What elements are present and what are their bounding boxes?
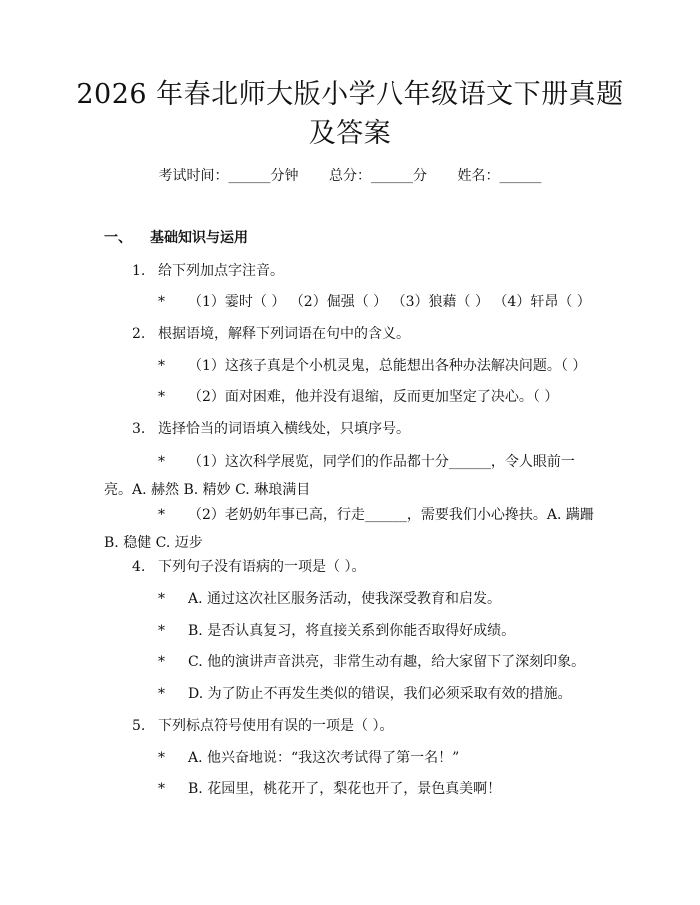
item-text: （2）老奶奶年事已高，行走______，需要我们小心搀扶。A. 蹒跚 B. 稳健 C. 迈步 — [104, 507, 594, 551]
question-number: 4. — [132, 559, 146, 575]
item-text: （1）霎时（ ） （2）倔强（ ） （3）狼藉（ ） （4）轩昂（ ） — [188, 294, 591, 310]
item-text: A. 他兴奋地说：“我这次考试得了第一名！” — [188, 750, 460, 766]
question-text: 根据语境，解释下列词语在句中的含义。 — [158, 326, 410, 342]
question-4-option-b — [158, 621, 515, 641]
question-2 — [132, 324, 410, 344]
item-text: （1）这次科学展览，同学们的作品都十分______，令人眼前一亮。A. 赫然 B. 精妙 C. 琳琅满目 — [104, 454, 575, 498]
question-4-option-d — [158, 684, 572, 704]
question-number: 5. — [132, 718, 146, 734]
bullet-marker: * — [158, 654, 165, 670]
question-5 — [132, 716, 393, 736]
question-4-option-c — [158, 652, 585, 672]
question-text: 下列句子没有语病的一项是（ ）。 — [158, 559, 366, 575]
item-text: （2）面对困难，他并没有退缩，反而更加坚定了决心。（ ） — [188, 389, 559, 405]
question-text: 选择恰当的词语填入横线处，只填序号。 — [158, 421, 410, 437]
item-text: C. 他的演讲声音洪亮，非常生动有趣，给大家留下了深刻印象。 — [188, 654, 586, 670]
exam-meta-row — [0, 166, 700, 186]
document-title-line1: 2026 年春北师大版小学八年级语文下册真题 — [76, 79, 624, 110]
bullet-marker: * — [158, 358, 165, 374]
section-heading — [104, 228, 248, 248]
bullet-marker: * — [158, 686, 165, 702]
item-text: （1）这孩子真是个小机灵鬼，总能想出各种办法解决问题。（ ） — [188, 358, 587, 374]
document-title-line2: 及答案 — [308, 118, 392, 149]
question-4-option-a — [158, 589, 501, 609]
bullet-marker: * — [158, 750, 165, 766]
item-text: B. 花园里，桃花开了，梨花也开了，景色真美啊！ — [188, 781, 502, 797]
question-5-option-a — [158, 748, 459, 768]
bullet-marker: * — [158, 623, 165, 639]
item-text: A. 通过这次社区服务活动，使我深受教育和启发。 — [188, 591, 502, 607]
total-score-field: 总分：______分 — [329, 168, 427, 184]
bullet-marker: * — [158, 294, 165, 310]
exam-time-field: 考试时间：______分钟 — [158, 168, 299, 184]
question-text: 给下列加点字注音。 — [158, 263, 284, 279]
question-number: 1. — [132, 263, 146, 279]
question-3-item-2 — [104, 501, 602, 557]
bullet-marker: * — [158, 591, 165, 607]
section-title: 基础知识与运用 — [150, 230, 248, 246]
bullet-marker: * — [158, 454, 165, 470]
question-2-item-2 — [158, 387, 558, 407]
item-text: B. 是否认真复习，将直接关系到你能否取得好成绩。 — [188, 623, 516, 639]
bullet-marker: * — [158, 507, 165, 523]
bullet-marker: * — [158, 389, 165, 405]
section-number: 一、 — [104, 230, 132, 246]
question-3-item-1 — [104, 448, 602, 504]
question-3 — [132, 419, 410, 439]
question-number: 3. — [132, 421, 146, 437]
question-5-option-b — [158, 779, 501, 799]
bullet-marker: * — [158, 781, 165, 797]
item-text: D. 为了防止不再发生类似的错误，我们必须采取有效的措施。 — [188, 686, 572, 702]
question-text: 下列标点符号使用有误的一项是（ ）。 — [158, 718, 394, 734]
question-4 — [132, 557, 365, 577]
question-1-item-1 — [158, 292, 591, 312]
question-1 — [132, 261, 284, 281]
student-name-field: 姓名：______ — [457, 168, 542, 184]
question-number: 2. — [132, 326, 146, 342]
question-2-item-1 — [158, 356, 586, 376]
